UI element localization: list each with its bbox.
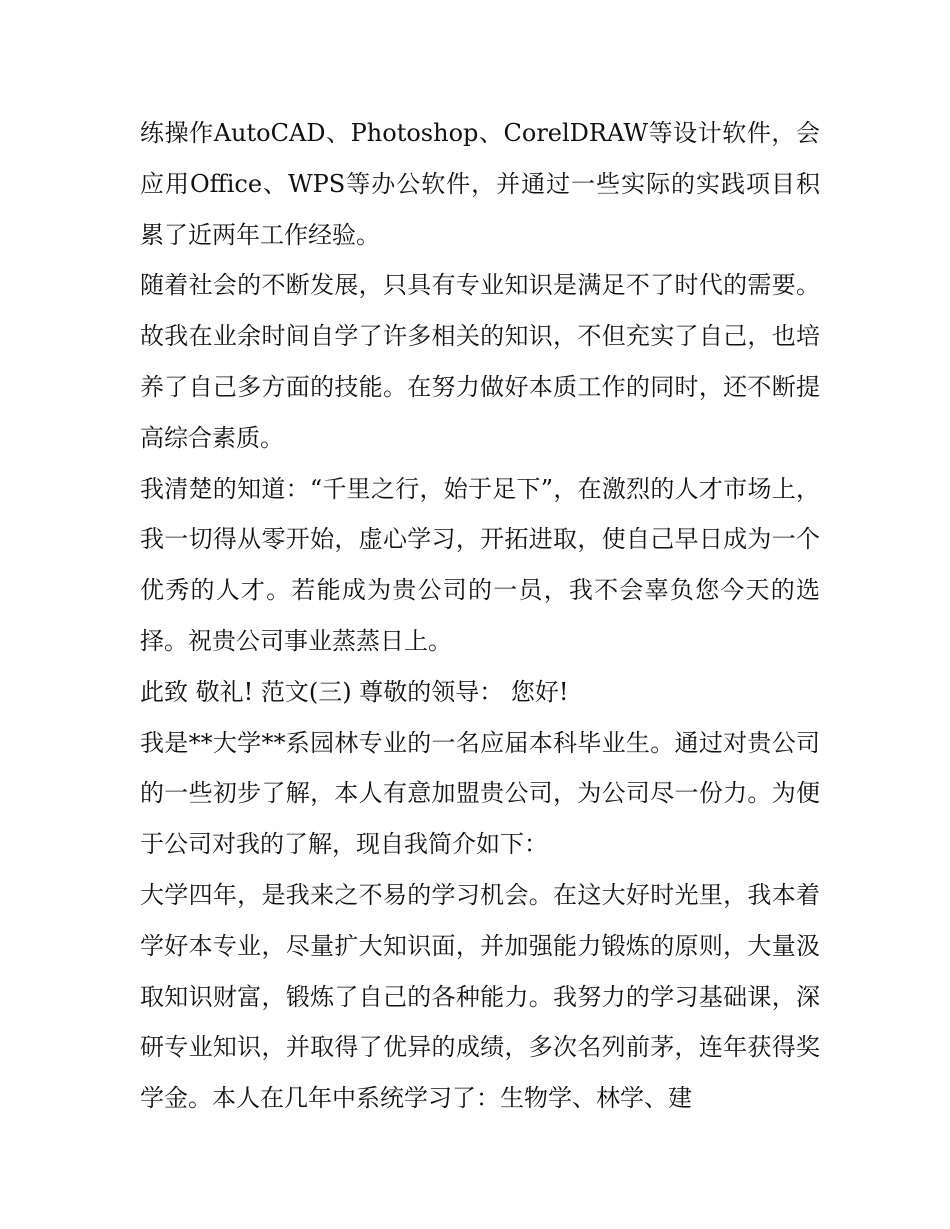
document-body (140, 108, 820, 1124)
paragraph-closing-and-salutation: 此致 敬礼! 范文(三) 尊敬的领导： 您好! (140, 677, 569, 706)
paragraph-software-skills: 练操作AutoCAD、Photoshop、CorelDRAW等设计软件，会应用Office、WPS等办公软件，并通过一些实际的实践项目积累了近两年工作经验。 (140, 119, 820, 249)
paragraph-university-study: 大学四年，是我来之不易的学习机会。在这大好时光里，我本着学好本专业，尽量扩大知识面，并加强能力锻炼的原则，大量汲取知识财富，锻炼了自己的各种能力。我努力的学习基础课，深研专业知识，并取得了优异的成绩，多次名列前茅，连年获得奖学金。本人在几年中系统学习了：生物学、林学、建 (140, 880, 820, 1113)
paragraph-self-study: 随着社会的不断发展，只具有专业知识是满足不了时代的需要。故我在业余时间自学了许多相关的知识，不但充实了自己，也培养了自己多方面的技能。在努力做好本质工作的同时，还不断提高综合素质。 (140, 271, 820, 452)
paragraph-aspiration: 我清楚的知道：“千里之行，始于足下”，在激烈的人才市场上，我一切得从零开始，虚心学习，开拓进取，使自己早日成为一个优秀的人才。若能成为贵公司的一员，我不会辜负您今天的选择。祝贵公司事业蒸蒸日上。 (140, 474, 820, 655)
paragraph-introduction: 我是**大学**系园林专业的一名应届本科毕业生。通过对贵公司的一些初步了解，本人有意加盟贵公司，为公司尽一份力。为便于公司对我的了解，现自我简介如下： (140, 728, 820, 859)
